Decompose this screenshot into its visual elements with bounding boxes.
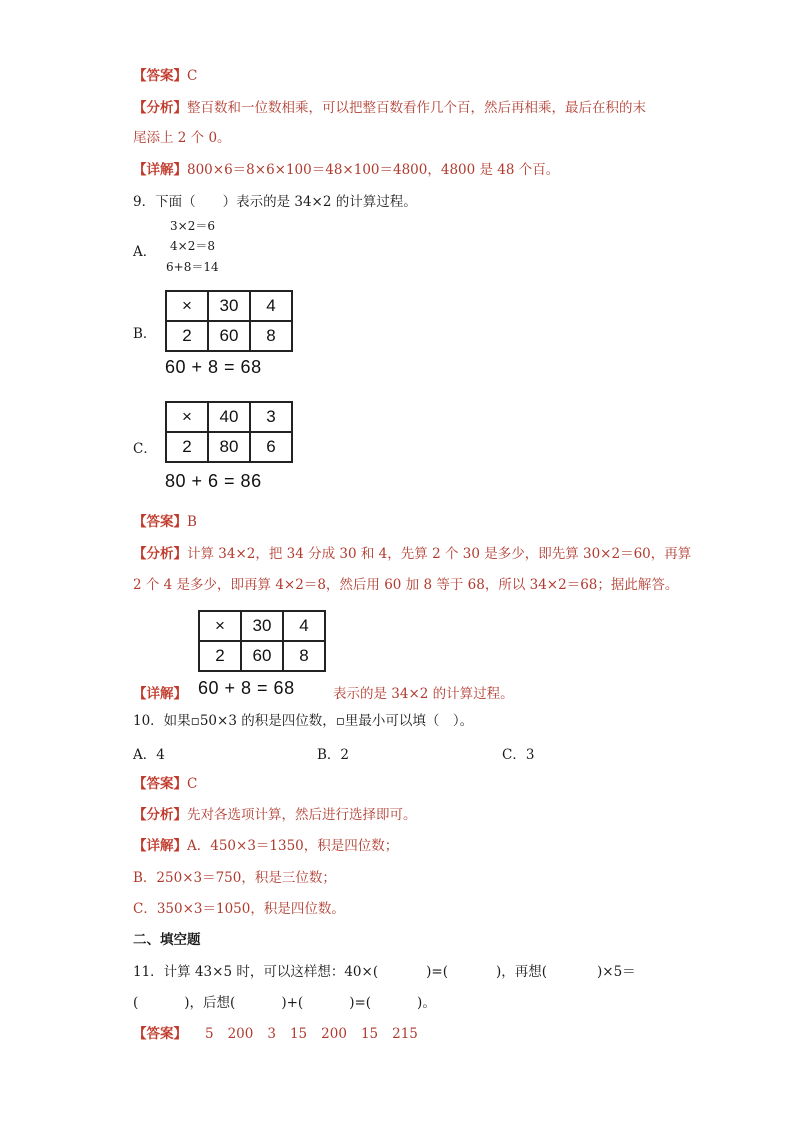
q10-detail-line-3: C．350×3＝1050，积是四位数。 xyxy=(133,901,345,917)
q11-text: ( xyxy=(133,995,139,1011)
answer-tag: 【答案】 xyxy=(133,776,187,792)
table-cell: 8 xyxy=(283,641,325,671)
analysis-text: 整百数和一位数相乘，可以把整百数看作几个百，然后再相乘，最后在积的末 xyxy=(187,100,646,116)
q10-answer xyxy=(133,774,197,794)
q11-text: )+( xyxy=(281,995,304,1011)
answer-value: C xyxy=(187,68,198,84)
q10-question: 10．如果▫50×3 的积是四位数，▫里最小可以填（ ）。 xyxy=(133,713,474,729)
table-cell: 4 xyxy=(283,611,325,641)
table-cell: 60 xyxy=(208,321,250,351)
answer-value: 5 xyxy=(205,1026,214,1042)
q10-option-c: C．3 xyxy=(502,747,535,763)
q10-analysis xyxy=(133,805,417,825)
answer-tag: 【答案】 xyxy=(133,68,187,84)
table-cell: 2 xyxy=(166,321,208,351)
q8-analysis-line-2: 尾添上 2 个 0。 xyxy=(133,130,231,146)
q10-option-a: A．4 xyxy=(133,747,165,763)
q9-answer xyxy=(133,512,197,532)
table-row xyxy=(166,291,292,321)
q11-text: )×5＝ xyxy=(597,964,636,980)
q9-option-a-label: A． xyxy=(133,244,157,260)
table-cell: 2 xyxy=(199,641,241,671)
q11-text: )。 xyxy=(417,995,436,1011)
q11-line-2 xyxy=(133,993,436,1013)
answer-value: 15 xyxy=(360,1026,379,1042)
q9-detail-tag-line xyxy=(133,684,187,704)
analysis-text: 先对各选项计算，然后进行选择即可。 xyxy=(187,807,417,823)
q9-question: 9．下面（ ）表示的是 34×2 的计算过程。 xyxy=(133,194,417,210)
q10-detail-line-1 xyxy=(133,836,398,856)
answer-value: 200 xyxy=(227,1026,254,1042)
analysis-tag: 【分析】 xyxy=(133,546,187,562)
analysis-text: 计算 34×2，把 34 分成 30 和 4，先算 2 个 30 是多少，即先算 30×2＝60，再算 xyxy=(187,546,692,562)
q11-text: )=( xyxy=(349,995,372,1011)
table-row xyxy=(166,402,292,432)
table-cell: 60 xyxy=(241,641,283,671)
answer-value: C xyxy=(187,776,198,792)
table-cell: × xyxy=(166,291,208,321)
q11-text: )，后想( xyxy=(184,995,236,1011)
detail-tag: 【详解】 xyxy=(133,838,187,854)
detail-text: 800×6＝8×6×100＝48×100＝4800，4800 是 48 个百。 xyxy=(187,162,560,178)
q10-detail-line-2: B．250×3＝750，积是三位数； xyxy=(133,870,336,886)
answer-tag: 【答案】 xyxy=(133,1026,187,1042)
table-cell: 80 xyxy=(208,432,250,462)
table-cell: 4 xyxy=(250,291,292,321)
answer-tag: 【答案】 xyxy=(133,514,187,530)
q8-answer xyxy=(133,66,197,86)
table-cell: 2 xyxy=(166,432,208,462)
table-cell: 40 xyxy=(208,402,250,432)
answer-value: 3 xyxy=(267,1026,276,1042)
q9-option-b-label: B． xyxy=(133,326,157,342)
table-cell: 6 xyxy=(250,432,292,462)
q9-option-b-equation: 60 + 8 = 68 xyxy=(165,357,262,377)
q9-detail-equation: 60 + 8 = 68 xyxy=(198,678,295,698)
answer-value: 215 xyxy=(392,1026,418,1042)
q9-option-b-table xyxy=(165,290,293,352)
table-row xyxy=(166,432,292,462)
q9-option-c-label: C． xyxy=(133,441,157,457)
q11-answer xyxy=(133,1024,432,1044)
table-cell: × xyxy=(166,402,208,432)
q9-detail-table xyxy=(198,610,326,672)
table-cell: 8 xyxy=(250,321,292,351)
table-row xyxy=(166,321,292,351)
q11-text: )=( xyxy=(426,964,448,980)
answer-value: B xyxy=(187,514,197,530)
table-cell: 30 xyxy=(208,291,250,321)
detail-text: A．450×3＝1350，积是四位数； xyxy=(187,838,399,854)
q9-option-c-table xyxy=(165,401,293,463)
q11-text: )，再想( xyxy=(495,964,548,980)
q9-analysis-line-1 xyxy=(133,544,691,564)
section-title: 二、填空题 xyxy=(133,932,201,948)
q8-analysis-line-1 xyxy=(133,98,646,118)
q10-option-b: B．2 xyxy=(317,747,350,763)
q9-option-a-line-1: 3×2＝6 xyxy=(170,219,215,233)
q8-detail xyxy=(133,160,559,180)
detail-tag: 【详解】 xyxy=(133,162,187,178)
table-row xyxy=(199,641,325,671)
analysis-tag: 【分析】 xyxy=(133,807,187,823)
table-cell: × xyxy=(199,611,241,641)
q11-line-1 xyxy=(133,962,636,982)
q9-option-c-equation: 80 + 6 = 86 xyxy=(165,471,262,491)
q11-text: 11．计算 43×5 时，可以这样想：40×( xyxy=(133,964,379,980)
answer-value: 200 xyxy=(321,1026,347,1042)
table-row xyxy=(199,611,325,641)
q9-analysis-line-2: 2 个 4 是多少，即再算 4×2＝8，然后用 60 加 8 等于 68，所以 34×2＝68；据此解答。 xyxy=(133,577,679,593)
q9-detail-text: 表示的是 34×2 的计算过程。 xyxy=(333,686,514,702)
answer-value: 15 xyxy=(289,1026,308,1042)
detail-tag: 【详解】 xyxy=(133,686,187,702)
table-cell: 30 xyxy=(241,611,283,641)
table-cell: 3 xyxy=(250,402,292,432)
analysis-tag: 【分析】 xyxy=(133,100,187,116)
q9-option-a-line-2: 4×2＝8 xyxy=(170,239,215,253)
q9-option-a-line-3: 6+8＝14 xyxy=(166,260,219,274)
